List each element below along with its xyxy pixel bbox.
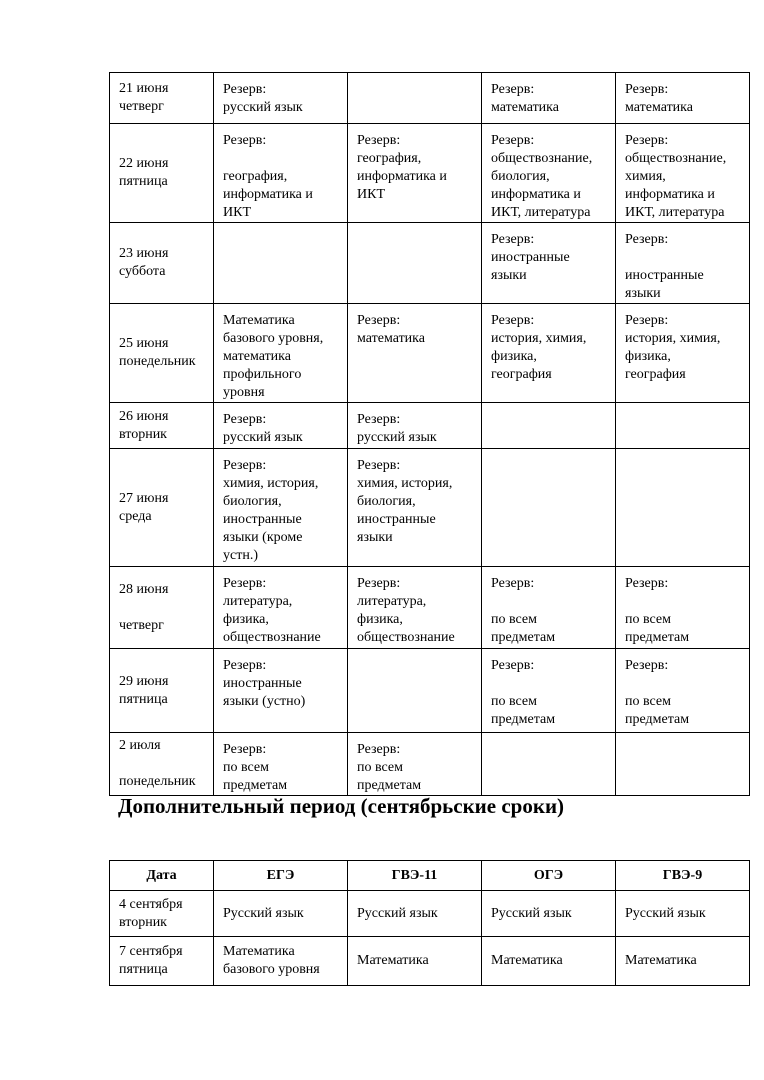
table-cell: Резерв: по всем предметам <box>482 649 616 733</box>
table-header-row <box>110 861 750 891</box>
date-cell: 2 июля понедельник <box>110 733 214 796</box>
table-cell <box>616 449 750 567</box>
column-header: ГВЭ-9 <box>616 861 750 891</box>
table-cell: Резерв: география, информатика и ИКТ <box>214 124 348 223</box>
table-row <box>110 567 750 649</box>
additional-period-table <box>109 860 750 986</box>
schedule-table <box>109 72 750 796</box>
table-cell <box>348 649 482 733</box>
column-header: ГВЭ-11 <box>348 861 482 891</box>
table-row <box>110 124 750 223</box>
table-cell: Математика <box>348 937 482 986</box>
table-cell: Резерв: литература, физика, обществознание <box>214 567 348 649</box>
table-cell: Резерв: литература, физика, обществознание <box>348 567 482 649</box>
table-cell <box>348 73 482 124</box>
table-cell: Русский язык <box>214 891 348 937</box>
table-cell: Резерв: по всем предметам <box>482 567 616 649</box>
schedule-table-body <box>110 73 750 796</box>
table-cell: Резерв: математика <box>482 73 616 124</box>
table-cell <box>616 403 750 449</box>
table-cell: Резерв: география, информатика и ИКТ <box>348 124 482 223</box>
table-cell: Резерв: история, химия, физика, география <box>616 304 750 403</box>
date-cell: 27 июня среда <box>110 449 214 567</box>
table-row <box>110 223 750 304</box>
table-cell: Математика <box>616 937 750 986</box>
table-cell: Резерв: иностранные языки (устно) <box>214 649 348 733</box>
table-cell <box>214 223 348 304</box>
date-cell: 21 июня четверг <box>110 73 214 124</box>
table-cell: Русский язык <box>482 891 616 937</box>
table-cell: Резерв: химия, история, биология, иностранные языки <box>348 449 482 567</box>
table-cell: Резерв: русский язык <box>214 403 348 449</box>
table-cell <box>482 449 616 567</box>
table-cell: Резерв: математика <box>348 304 482 403</box>
table-cell: Резерв: обществознание, биология, информатика и ИКТ, литература <box>482 124 616 223</box>
date-cell: 22 июня пятница <box>110 124 214 223</box>
section-title: Дополнительный период (сентябрьские сроки) <box>118 794 565 818</box>
table-cell: Русский язык <box>348 891 482 937</box>
table-row <box>110 73 750 124</box>
table-cell: Резерв: математика <box>616 73 750 124</box>
date-cell: 26 июня вторник <box>110 403 214 449</box>
date-cell: 4 сентября вторник <box>110 891 214 937</box>
table-cell <box>482 403 616 449</box>
table-row <box>110 733 750 796</box>
table-row <box>110 304 750 403</box>
table-cell: Резерв: история, химия, физика, география <box>482 304 616 403</box>
table-cell: Русский язык <box>616 891 750 937</box>
date-cell: 23 июня суббота <box>110 223 214 304</box>
date-cell: 29 июня пятница <box>110 649 214 733</box>
table-row <box>110 449 750 567</box>
table-cell: Резерв: иностранные языки <box>616 223 750 304</box>
table-cell: Математика базового уровня, математика профильного уровня <box>214 304 348 403</box>
date-cell: 25 июня понедельник <box>110 304 214 403</box>
table-cell: Резерв: по всем предметам <box>348 733 482 796</box>
table-cell: Математика базового уровня <box>214 937 348 986</box>
table-cell: Резерв: по всем предметам <box>616 567 750 649</box>
table-cell <box>616 733 750 796</box>
table-cell: Резерв: по всем предметам <box>214 733 348 796</box>
table-row <box>110 891 750 937</box>
column-header: ОГЭ <box>482 861 616 891</box>
table-row <box>110 649 750 733</box>
table-cell: Резерв: химия, история, биология, иностранные языки (кроме устн.) <box>214 449 348 567</box>
table-cell <box>482 733 616 796</box>
table-cell: Математика <box>482 937 616 986</box>
table-cell: Резерв: русский язык <box>214 73 348 124</box>
table-cell: Резерв: иностранные языки <box>482 223 616 304</box>
table-cell: Резерв: русский язык <box>348 403 482 449</box>
table-cell <box>348 223 482 304</box>
table-row <box>110 937 750 986</box>
additional-period-table-body <box>110 891 750 986</box>
table-cell: Резерв: по всем предметам <box>616 649 750 733</box>
date-cell: 7 сентября пятница <box>110 937 214 986</box>
table-cell: Резерв: обществознание, химия, информатика и ИКТ, литература <box>616 124 750 223</box>
column-header: ЕГЭ <box>214 861 348 891</box>
date-cell: 28 июня четверг <box>110 567 214 649</box>
table-row <box>110 403 750 449</box>
column-header: Дата <box>110 861 214 891</box>
